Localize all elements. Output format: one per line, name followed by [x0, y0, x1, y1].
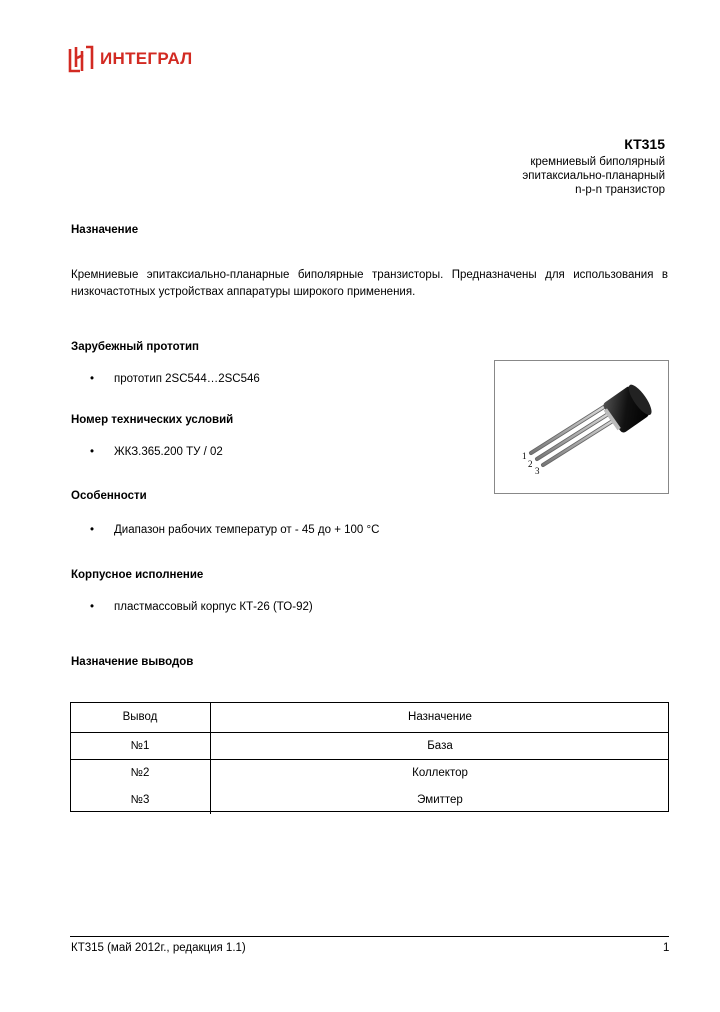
prototype-text: прототип 2SC544…2SC546: [114, 373, 260, 385]
transistor-figure: [494, 360, 669, 494]
features-text: Диапазон рабочих температур от - 45 до + 100 °С: [114, 524, 380, 536]
company-logo: [68, 44, 193, 74]
bullet: •: [90, 601, 95, 613]
part-number: КТ315: [624, 136, 665, 152]
package-item: [90, 601, 313, 613]
spec-heading: Номер технических условий: [71, 414, 234, 426]
header-function: Назначение: [211, 702, 670, 733]
subtitle-line-1: кремниевый биполярный: [530, 156, 665, 168]
integral-logo-icon: [68, 45, 94, 73]
pin-function: База: [211, 733, 670, 760]
pins-heading: Назначение выводов: [71, 656, 194, 668]
pin-function: Коллектор: [412, 767, 468, 779]
to92-transistor-icon: [495, 361, 670, 495]
footer-doc-info: КТ315 (май 2012г., редакция 1.1): [71, 942, 246, 954]
pin-number: №2: [70, 760, 211, 787]
bullet: •: [90, 446, 95, 458]
table-row: [70, 760, 669, 787]
package-text: пластмассовый корпус КТ-26 (ТО-92): [114, 601, 313, 613]
package-heading: Корпусное исполнение: [71, 569, 204, 581]
pin-label-2: 2: [528, 459, 533, 469]
bullet: •: [90, 373, 95, 385]
pin-function: Эмиттер: [417, 794, 463, 806]
pin-label-1: 1: [522, 451, 527, 461]
title-block: [522, 136, 665, 197]
pin-number: №1: [70, 733, 211, 760]
purpose-heading: Назначение: [71, 224, 139, 236]
table-header-row: [70, 702, 669, 733]
pin-table: [70, 702, 669, 814]
spec-item: [90, 446, 223, 458]
company-name: ИНТЕГРАЛ: [100, 49, 193, 68]
subtitle-line-3: n-p-n транзистор: [575, 184, 665, 196]
table-row: [70, 786, 669, 814]
purpose-text: Кремниевые эпитаксиально-планарные биполярные транзисторы. Предназначены для использования в низкочастотных устройствах аппаратуры широкого применения.: [71, 269, 668, 298]
spec-text: ЖКЗ.365.200 ТУ / 02: [114, 446, 223, 458]
pin-label-3: 3: [535, 466, 540, 476]
pin-number: №3: [70, 786, 211, 814]
footer-divider: [70, 936, 669, 937]
table-row: [70, 733, 669, 760]
prototype-item: [90, 373, 260, 385]
header-pin: Вывод: [70, 702, 211, 733]
subtitle-line-2: эпитаксиально-планарный: [522, 170, 665, 182]
bullet: •: [90, 524, 95, 536]
features-item: [90, 524, 379, 536]
prototype-heading: Зарубежный прототип: [71, 341, 199, 353]
features-heading: Особенности: [71, 490, 147, 502]
page-number: 1: [663, 942, 670, 954]
